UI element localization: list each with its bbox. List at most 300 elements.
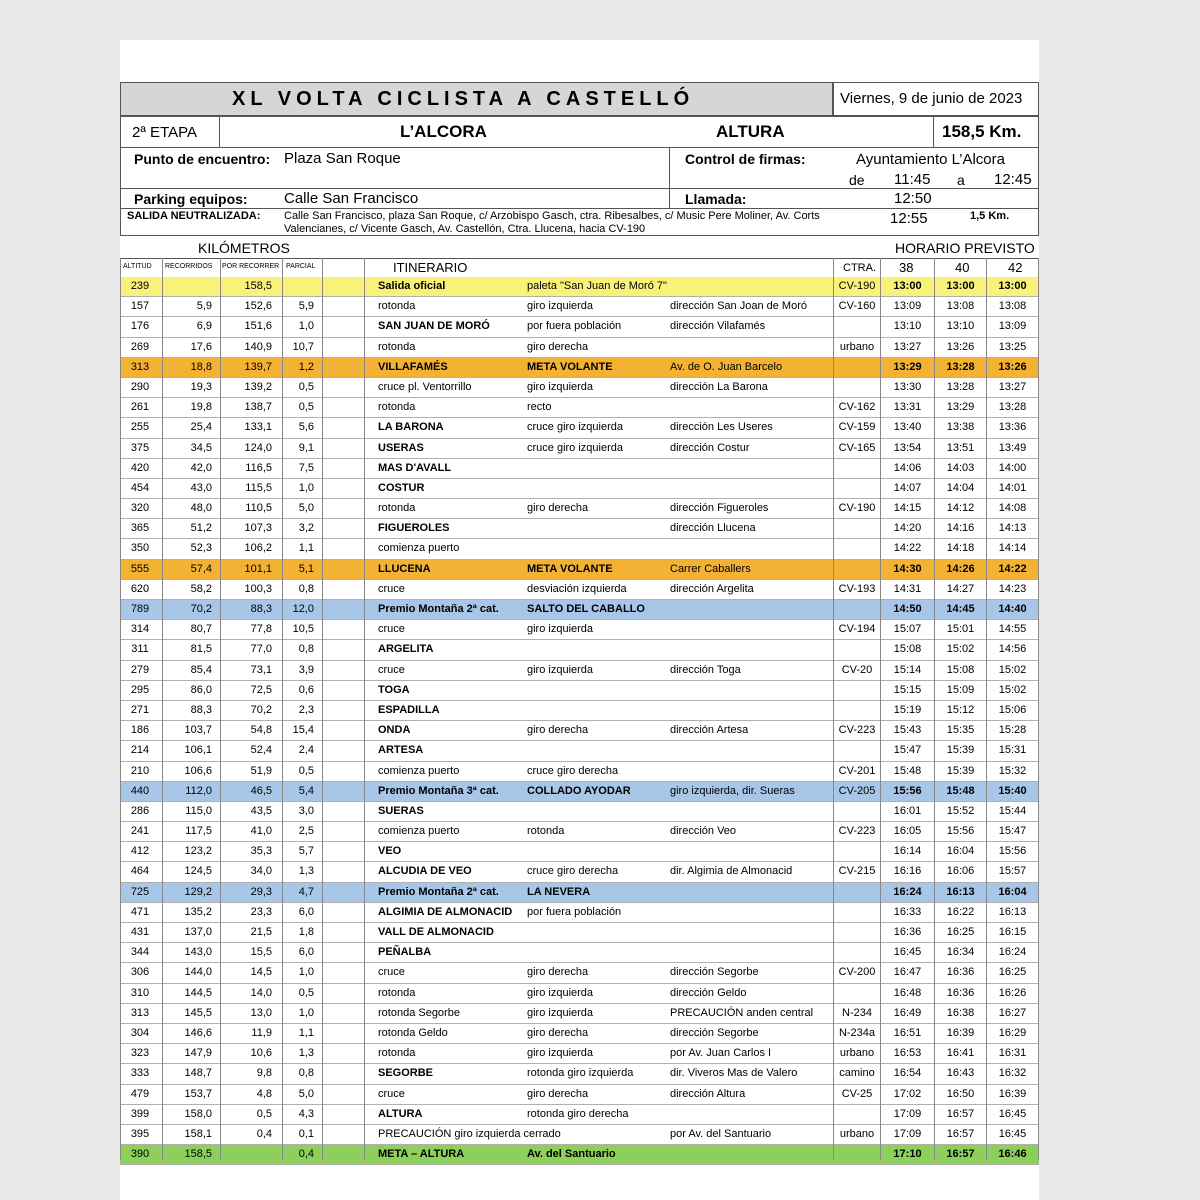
cell-place: ALTURA <box>378 1107 423 1120</box>
cell-time-38: 17:10 <box>893 1148 922 1161</box>
cell-time-42: 16:31 <box>998 1047 1027 1060</box>
neutral-start-time: 12:55 <box>890 210 928 227</box>
cell-note-2: dirección Veo <box>670 825 737 838</box>
cell-remaining: 21,5 <box>250 926 272 938</box>
neutral-route-line-1: Calle San Francisco, plaza San Roque, c/ Arzobispo Gasch, ctra. Ribesalbes, c/ Music Pere Moliner, Av. Corts <box>284 210 820 222</box>
cell-altitude: 344 <box>130 946 150 959</box>
cell-altitude: 271 <box>130 703 150 716</box>
cell-note-1: giro izquierda <box>527 300 594 313</box>
cell-time-40: 13:08 <box>946 300 975 313</box>
cell-note-2: dirección La Barona <box>670 380 768 393</box>
cell-place: Premio Montaña 2ª cat. <box>378 885 499 898</box>
stage-finish: ALTURA <box>716 122 785 141</box>
cell-altitude: 286 <box>130 804 150 817</box>
cell-time-38: 16:49 <box>893 1006 922 1019</box>
cell-altitude: 725 <box>130 885 150 898</box>
cell-time-42: 15:57 <box>998 865 1027 878</box>
cell-time-40: 15:39 <box>946 764 975 777</box>
cell-note-1: paleta "San Juan de Moró 7" <box>527 280 667 292</box>
table-row <box>120 580 1039 600</box>
cell-partial: 0,4 <box>298 1148 314 1161</box>
cell-place: rotonda Geldo <box>378 1026 448 1039</box>
table-row <box>120 398 1039 418</box>
table-row <box>120 1085 1039 1105</box>
cell-covered: 81,5 <box>190 643 212 656</box>
cell-altitude: 306 <box>130 966 150 979</box>
cell-altitude: 431 <box>130 926 150 938</box>
cell-road: N-234 <box>842 1006 872 1019</box>
cell-time-40: 15:01 <box>946 623 975 636</box>
cell-covered: 147,9 <box>184 1047 212 1060</box>
call-time: 12:50 <box>894 190 932 207</box>
cell-note-1: giro izquierda <box>527 1047 594 1060</box>
cell-place: LA BARONA <box>378 421 444 434</box>
cell-time-42: 14:14 <box>998 542 1027 555</box>
table-row <box>120 317 1039 337</box>
cell-altitude: 375 <box>130 441 150 454</box>
cell-time-42: 15:40 <box>998 784 1027 797</box>
cell-time-38: 16:54 <box>893 1067 922 1080</box>
cell-time-38: 17:09 <box>893 1107 922 1120</box>
cell-altitude: 320 <box>130 502 150 515</box>
cell-road: CV-25 <box>841 1087 873 1100</box>
cell-time-38: 16:01 <box>893 804 922 817</box>
cell-place: rotonda Segorbe <box>378 1006 460 1019</box>
cell-covered: 80,7 <box>190 623 212 636</box>
cell-note-1: giro derecha <box>527 1026 589 1039</box>
table-row <box>120 297 1039 317</box>
cell-altitude: 313 <box>130 1006 150 1019</box>
cell-time-42: 14:55 <box>998 623 1027 636</box>
cell-partial: 10,7 <box>292 340 314 353</box>
cell-altitude: 333 <box>130 1067 150 1080</box>
cell-partial: 12,0 <box>292 603 314 615</box>
table-row <box>120 640 1039 660</box>
cell-remaining: 73,1 <box>250 663 272 676</box>
cell-covered: 51,2 <box>190 522 212 535</box>
cell-note-1: recto <box>527 401 552 414</box>
cell-remaining: 23,3 <box>250 905 272 918</box>
cell-remaining: 152,6 <box>244 300 272 313</box>
cell-altitude: 186 <box>130 724 150 737</box>
cell-time-40: 15:48 <box>946 784 975 797</box>
cell-time-42: 15:56 <box>998 845 1027 858</box>
table-row <box>120 883 1039 903</box>
stage-start: L’ALCORA <box>400 122 487 141</box>
signature-from-label: de <box>849 172 865 188</box>
cell-remaining: 77,8 <box>250 623 272 636</box>
cell-remaining: 29,3 <box>250 885 272 898</box>
cell-altitude: 395 <box>130 1127 150 1140</box>
cell-altitude: 350 <box>130 542 150 555</box>
cell-remaining: 0,4 <box>256 1127 272 1140</box>
cell-altitude: 365 <box>130 522 150 535</box>
cell-time-38: 17:09 <box>893 1127 922 1140</box>
cell-partial: 10,5 <box>292 623 314 636</box>
cell-time-40: 13:10 <box>946 320 975 333</box>
cell-covered: 6,9 <box>196 320 212 333</box>
cell-partial: 5,7 <box>298 845 314 858</box>
cell-note-1: giro derecha <box>527 1087 589 1100</box>
table-row <box>120 560 1039 580</box>
cell-note-1: por fuera población <box>527 320 622 333</box>
cell-place: USERAS <box>378 441 424 454</box>
cell-altitude: 313 <box>130 360 150 373</box>
cell-altitude: 390 <box>130 1148 150 1161</box>
cell-remaining: 51,9 <box>250 764 272 777</box>
cell-covered: 124,5 <box>184 865 212 878</box>
cell-note-1: giro derecha <box>527 502 589 515</box>
cell-covered: 43,0 <box>190 481 212 494</box>
cell-covered: 158,0 <box>184 1107 212 1120</box>
cell-road: CV-223 <box>838 724 876 737</box>
cell-altitude: 454 <box>130 481 150 494</box>
cell-covered: 144,0 <box>184 966 212 979</box>
cell-remaining: 34,0 <box>250 865 272 878</box>
cell-altitude: 290 <box>130 380 150 393</box>
cell-partial: 3,0 <box>298 804 314 817</box>
cell-altitude: 479 <box>130 1087 150 1100</box>
cell-covered: 148,7 <box>184 1067 212 1080</box>
col-header-remaining: POR RECORRER <box>222 263 280 270</box>
cell-time-42: 16:45 <box>998 1127 1027 1140</box>
cell-time-40: 16:57 <box>946 1107 975 1120</box>
cell-time-40: 14:12 <box>946 502 975 515</box>
cell-note-2: dir. Algimia de Almonacid <box>670 865 793 878</box>
cell-time-38: 14:20 <box>893 522 922 535</box>
cell-note-1: META VOLANTE <box>527 562 613 575</box>
cell-covered: 106,1 <box>184 744 212 757</box>
cell-remaining: 52,4 <box>250 744 272 757</box>
cell-altitude: 176 <box>130 320 150 333</box>
cell-covered: 5,9 <box>196 300 212 313</box>
table-row <box>120 984 1039 1004</box>
cell-place: rotonda <box>378 986 416 999</box>
cell-covered: 117,5 <box>185 825 212 838</box>
cell-covered: 144,5 <box>184 986 212 999</box>
cell-time-38: 16:33 <box>893 905 922 918</box>
cell-time-40: 15:08 <box>946 663 975 676</box>
cell-altitude: 464 <box>130 865 150 878</box>
cell-partial: 6,0 <box>298 946 314 959</box>
meeting-value: Plaza San Roque <box>284 150 401 167</box>
col-header-speed-40: 40 <box>955 260 970 275</box>
cell-place: SEGORBE <box>378 1067 434 1080</box>
cell-altitude: 295 <box>130 683 150 696</box>
cell-time-42: 16:13 <box>998 905 1027 918</box>
cell-note-1: SALTO DEL CABALLO <box>527 603 645 615</box>
cell-time-42: 14:56 <box>998 643 1027 656</box>
cell-time-42: 16:46 <box>998 1148 1027 1161</box>
cell-covered: 106,6 <box>184 764 212 777</box>
cell-covered: 153,7 <box>184 1087 212 1100</box>
cell-time-38: 13:10 <box>893 320 922 333</box>
cell-note-1: giro izquierda <box>527 1006 594 1019</box>
cell-partial: 3,9 <box>298 663 314 676</box>
cell-note-1: rotonda giro derecha <box>527 1107 629 1120</box>
cell-altitude: 261 <box>130 401 150 414</box>
cell-time-42: 15:44 <box>998 804 1027 817</box>
cell-altitude: 239 <box>130 280 150 292</box>
cell-time-42: 15:47 <box>998 825 1027 838</box>
cell-place: cruce <box>378 623 405 636</box>
cell-place: comienza puerto <box>378 764 460 777</box>
cell-time-42: 14:22 <box>998 562 1027 575</box>
table-row <box>120 479 1039 499</box>
cell-place: LLUCENA <box>378 562 431 575</box>
cell-partial: 0,6 <box>298 683 314 696</box>
cell-road: CV-194 <box>838 623 876 636</box>
table-row <box>120 762 1039 782</box>
cell-remaining: 14,5 <box>250 966 272 979</box>
cell-altitude: 323 <box>130 1047 150 1060</box>
cell-time-40: 15:52 <box>946 804 975 817</box>
table-row <box>120 1125 1039 1145</box>
cell-remaining: 139,7 <box>244 360 272 373</box>
cell-time-38: 15:08 <box>893 643 922 656</box>
cell-time-42: 16:24 <box>998 946 1027 959</box>
cell-partial: 0,5 <box>298 380 314 393</box>
table-row <box>120 1105 1039 1125</box>
cell-time-42: 13:49 <box>998 441 1027 454</box>
table-row <box>120 358 1039 378</box>
cell-covered: 70,2 <box>190 603 212 615</box>
table-row <box>120 1044 1039 1064</box>
neutral-route-line-2: Valencianes, c/ Vicente Gasch, Av. Castellón, Ctra. Llucena, hacia CV-190 <box>284 223 646 235</box>
cell-note-2: dirección Vilafamés <box>670 320 766 333</box>
cell-time-42: 15:02 <box>998 663 1027 676</box>
cell-time-42: 14:40 <box>998 603 1027 615</box>
table-row <box>120 923 1039 943</box>
cell-time-40: 15:09 <box>946 683 975 696</box>
cell-partial: 4,3 <box>298 1107 314 1120</box>
cell-covered: 143,0 <box>184 946 212 959</box>
cell-covered: 115,0 <box>185 804 212 817</box>
cell-place: Premio Montaña 3ª cat. <box>378 784 499 797</box>
signature-to-label: a <box>957 172 965 188</box>
cell-note-1: cruce giro derecha <box>527 865 619 878</box>
cell-time-40: 15:35 <box>946 724 975 737</box>
cell-covered: 48,0 <box>190 502 212 515</box>
cell-covered: 146,6 <box>184 1026 212 1039</box>
meeting-label: Punto de encuentro: <box>134 151 271 167</box>
cell-note-2: giro izquierda, dir. Sueras <box>670 784 795 797</box>
signature-label: Control de firmas: <box>685 151 806 167</box>
cell-remaining: 116,5 <box>245 461 272 474</box>
cell-time-42: 13:00 <box>998 280 1027 292</box>
cell-partial: 0,5 <box>298 764 314 777</box>
cell-covered: 19,8 <box>190 401 212 414</box>
cell-partial: 5,0 <box>298 502 314 515</box>
cell-note-1: giro derecha <box>527 724 589 737</box>
cell-note-2: dirección Altura <box>670 1087 746 1100</box>
col-header-itinerary: ITINERARIO <box>393 260 468 275</box>
cell-time-38: 13:31 <box>893 401 922 414</box>
cell-partial: 4,7 <box>298 885 314 898</box>
cell-partial: 7,5 <box>298 461 314 474</box>
cell-time-38: 15:56 <box>893 784 922 797</box>
cell-time-42: 16:15 <box>998 926 1027 938</box>
cell-note-1: rotonda <box>527 825 565 838</box>
table-row <box>120 378 1039 398</box>
cell-time-40: 16:57 <box>946 1127 975 1140</box>
cell-altitude: 555 <box>130 562 150 575</box>
cell-partial: 1,0 <box>298 481 314 494</box>
cell-time-38: 13:27 <box>893 340 922 353</box>
cell-time-40: 13:38 <box>946 421 975 434</box>
cell-time-42: 15:28 <box>998 724 1027 737</box>
cell-time-40: 16:41 <box>946 1047 975 1060</box>
cell-place: rotonda <box>378 502 416 515</box>
cell-covered: 85,4 <box>190 663 212 676</box>
cell-time-42: 13:09 <box>998 320 1027 333</box>
cell-note-2: dirección Llucena <box>670 522 756 535</box>
cell-time-40: 14:18 <box>946 542 975 555</box>
cell-time-40: 14:27 <box>946 582 975 595</box>
cell-altitude: 311 <box>131 643 149 656</box>
cell-partial: 1,1 <box>298 542 314 555</box>
table-row <box>120 862 1039 882</box>
cell-covered: 25,4 <box>190 421 212 434</box>
cell-note-1: giro izquierda <box>527 380 594 393</box>
cell-partial: 0,8 <box>298 1067 314 1080</box>
cell-altitude: 241 <box>130 825 150 838</box>
cell-place: META – ALTURA <box>378 1148 465 1161</box>
cell-time-40: 13:28 <box>946 380 975 393</box>
cell-place: comienza puerto <box>378 542 460 555</box>
cell-place: cruce pl. Ventorrillo <box>378 380 472 393</box>
cell-covered: 57,4 <box>190 562 212 575</box>
cell-covered: 42,0 <box>190 461 212 474</box>
cell-note-2: dirección Segorbe <box>670 1026 759 1039</box>
cell-covered: 88,3 <box>190 703 212 716</box>
cell-time-38: 15:47 <box>893 744 922 757</box>
cell-road: N-234a <box>838 1026 876 1039</box>
cell-place: FIGUEROLES <box>378 522 450 535</box>
cell-covered: 52,3 <box>190 542 212 555</box>
cell-remaining: 115,5 <box>245 481 272 494</box>
cell-covered: 123,2 <box>184 845 212 858</box>
cell-place: VEO <box>378 845 402 858</box>
cell-note-2: Av. de O. Juan Barcelo <box>670 360 783 373</box>
col-header-road: CTRA. <box>843 262 876 274</box>
cell-covered: 158,1 <box>184 1127 212 1140</box>
cell-remaining: 138,7 <box>244 401 272 414</box>
call-label: Llamada: <box>685 191 747 207</box>
cell-road: camino <box>839 1067 875 1080</box>
cell-altitude: 620 <box>130 582 150 595</box>
cell-remaining: 70,2 <box>250 703 272 716</box>
cell-place: cruce <box>378 582 405 595</box>
cell-partial: 5,4 <box>298 784 314 797</box>
cell-remaining: 151,6 <box>244 320 272 333</box>
table-row <box>120 1145 1039 1165</box>
cell-road: CV-201 <box>838 764 876 777</box>
cell-note-1: LA NEVERA <box>527 885 591 898</box>
table-row <box>120 782 1039 802</box>
cell-altitude: 255 <box>130 421 150 434</box>
page-title: XL VOLTA CICLISTA A CASTELLÓ <box>232 88 695 110</box>
cell-remaining: 106,2 <box>244 542 272 555</box>
cell-covered: 34,5 <box>190 441 212 454</box>
cell-time-38: 16:24 <box>893 885 922 898</box>
cell-place: cruce <box>378 1087 405 1100</box>
cell-time-42: 14:00 <box>998 461 1027 474</box>
cell-time-42: 13:27 <box>998 380 1027 393</box>
table-row <box>120 418 1039 438</box>
cell-time-38: 13:54 <box>893 441 922 454</box>
cell-time-38: 15:14 <box>893 663 922 676</box>
cell-altitude: 304 <box>130 1026 150 1039</box>
cell-remaining: 100,3 <box>244 582 272 595</box>
cell-partial: 0,8 <box>298 643 314 656</box>
cell-time-40: 16:34 <box>946 946 975 959</box>
cell-covered: 112,0 <box>185 784 212 797</box>
cell-road: CV-162 <box>838 401 876 414</box>
cell-place: comienza puerto <box>378 825 460 838</box>
cell-place: ARTESA <box>378 744 424 757</box>
cell-time-42: 15:06 <box>998 703 1027 716</box>
parking-value: Calle San Francisco <box>284 190 419 207</box>
stage-row-box <box>120 116 1039 148</box>
cell-altitude: 789 <box>130 603 150 615</box>
cell-remaining: 72,5 <box>250 683 272 696</box>
cell-road: CV-190 <box>838 502 876 515</box>
cell-partial: 2,4 <box>298 744 314 757</box>
cell-altitude: 214 <box>130 744 150 757</box>
cell-time-38: 14:30 <box>893 562 922 575</box>
cell-note-2: dirección Artesa <box>670 724 749 737</box>
cell-place: ARGELITA <box>378 643 434 656</box>
cell-altitude: 314 <box>130 623 150 636</box>
cell-note-1: por fuera población <box>527 905 622 918</box>
cell-time-40: 14:04 <box>946 481 975 494</box>
cell-remaining: 14,0 <box>250 986 272 999</box>
table-row <box>120 539 1039 559</box>
cell-place: rotonda <box>378 300 416 313</box>
table-row <box>120 439 1039 459</box>
signature-from-time: 11:45 <box>894 171 931 188</box>
cell-time-38: 16:45 <box>893 946 922 959</box>
cell-note-1: giro derecha <box>527 966 589 979</box>
cell-note-2: dirección San Joan de Moró <box>670 300 807 313</box>
cell-remaining: 110,5 <box>245 502 272 515</box>
cell-place: rotonda <box>378 1047 416 1060</box>
table-row <box>120 802 1039 822</box>
cell-remaining: 77,0 <box>250 643 272 656</box>
neutral-km: 1,5 Km. <box>970 210 1010 222</box>
cell-partial: 0,8 <box>298 582 314 595</box>
table-row <box>120 1024 1039 1044</box>
cell-covered: 135,2 <box>184 905 212 918</box>
cell-remaining: 35,3 <box>250 845 272 858</box>
cell-note-2: por Av. Juan Carlos I <box>670 1047 772 1060</box>
cell-place: cruce <box>378 966 405 979</box>
cell-covered: 58,2 <box>190 582 212 595</box>
cell-partial: 1,3 <box>298 1047 314 1060</box>
table-row <box>120 459 1039 479</box>
cell-note-1: giro izquierda <box>527 663 594 676</box>
cell-time-38: 15:48 <box>893 764 922 777</box>
cell-note-1: COLLADO AYODAR <box>527 784 631 797</box>
col-header-covered: RECORRIDOS <box>165 263 213 270</box>
cell-partial: 1,3 <box>298 865 314 878</box>
cell-place: MAS D'AVALL <box>378 461 452 474</box>
cell-road: CV-20 <box>841 663 873 676</box>
cell-time-38: 14:15 <box>893 502 922 515</box>
event-date: Viernes, 9 de junio de 2023 <box>840 90 1023 107</box>
table-row <box>120 661 1039 681</box>
